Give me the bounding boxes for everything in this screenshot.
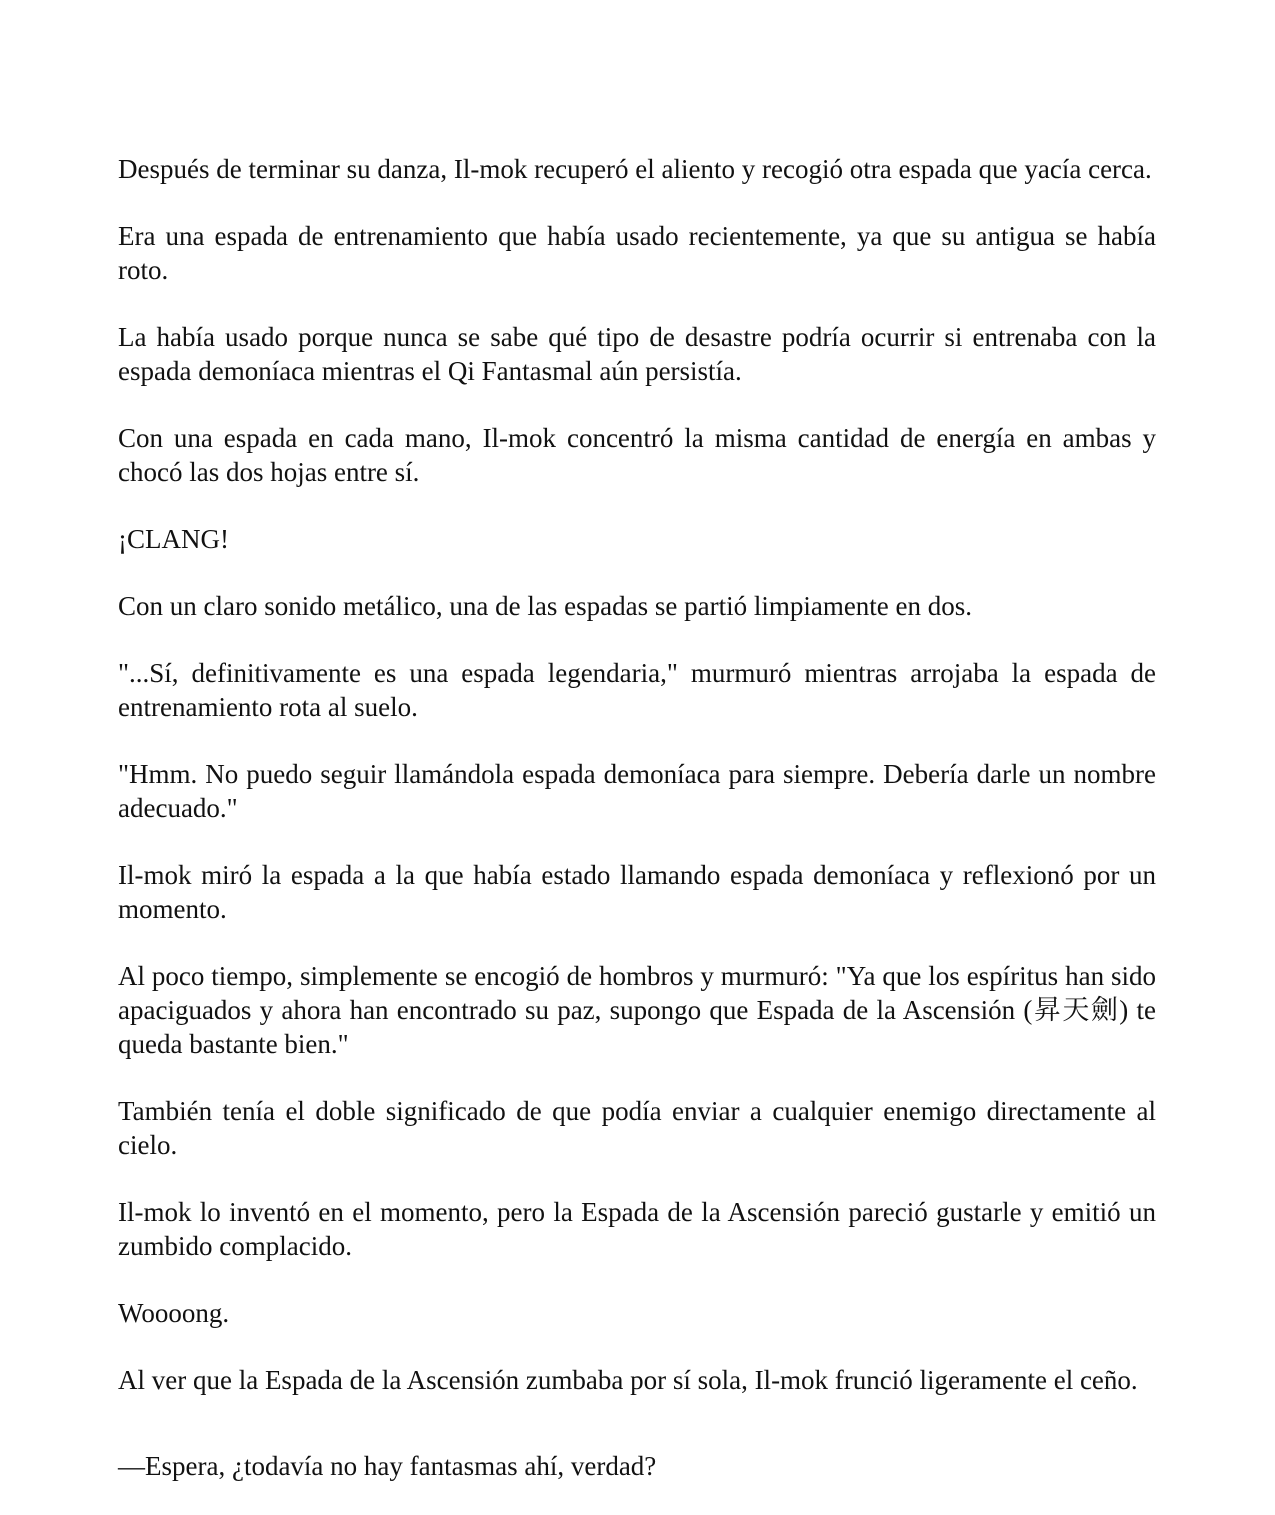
- paragraph-4: Con una espada en cada mano, Il-mok concentró la misma cantidad de energía en ambas y chocó las dos hojas entre sí.: [118, 423, 1156, 487]
- paragraph-1: Después de terminar su danza, Il-mok recuperó el aliento y recogió otra espada que yacía cerca.: [118, 154, 1152, 184]
- paragraph-13: Woooong.: [118, 1298, 230, 1328]
- paragraph-12: Il-mok lo inventó en el momento, pero la Espada de la Ascensión pareció gustarle y emitió un zumbido complacido.: [118, 1197, 1156, 1261]
- paragraph-11: También tenía el doble significado de que podía enviar a cualquier enemigo directamente al cielo.: [118, 1096, 1156, 1160]
- paragraph-2: Era una espada de entrenamiento que había usado recientemente, ya que su antigua se había roto.: [118, 221, 1156, 285]
- document-page: [118, 152, 1156, 1481]
- paragraph-15: —Espera, ¿todavía no hay fantasmas ahí, verdad?: [118, 1451, 657, 1481]
- paragraph-3: La había usado porque nunca se sabe qué tipo de desastre podría ocurrir si entrenaba con la espada demoníaca mientras el Qi Fantasmal aún persistía.: [118, 322, 1156, 386]
- paragraph-14: Al ver que la Espada de la Ascensión zumbaba por sí sola, Il-mok frunció ligeramente el ceño.: [118, 1365, 1138, 1395]
- paragraph-7: "...Sí, definitivamente es una espada legendaria," murmuró mientras arrojaba la espada de entrenamiento rota al suelo.: [118, 658, 1156, 722]
- paragraph-8: "Hmm. No puedo seguir llamándola espada demoníaca para siempre. Debería darle un nombre adecuado.": [118, 759, 1156, 823]
- paragraph-5: ¡CLANG!: [118, 524, 229, 554]
- paragraph-9: Il-mok miró la espada a la que había estado llamando espada demoníaca y reflexionó por un momento.: [118, 860, 1156, 924]
- paragraph-6: Con un claro sonido metálico, una de las espadas se partió limpiamente en dos.: [118, 591, 973, 621]
- paragraph-10: Al poco tiempo, simplemente se encogió de hombros y murmuró: "Ya que los espíritus han sido apaciguados y ahora han encontrado su paz, supongo que Espada de la Ascensión (昇天劍) te queda bastante bien.": [118, 961, 1156, 1059]
